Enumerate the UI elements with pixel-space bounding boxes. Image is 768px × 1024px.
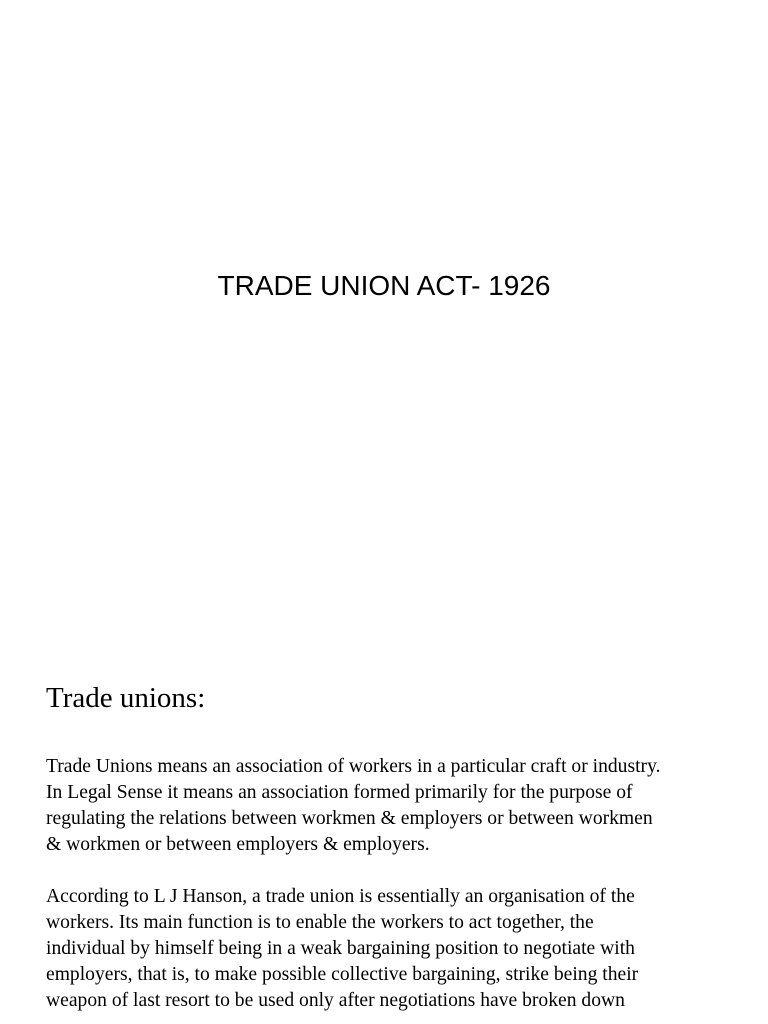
document-title: TRADE UNION ACT- 1926 [217,270,551,301]
paragraph-line: Trade Unions means an association of workers in a particular craft or industry. [46,756,661,777]
paragraph-line: employers, that is, to make possible collective bargaining, strike being their [46,964,639,985]
paragraph-line: workers. Its main function is to enable the workers to act together, the [46,912,594,933]
section-heading: Trade unions: [46,682,206,714]
paragraph-line: weapon of last resort to be used only after negotiations have broken down [46,990,625,1011]
paragraph-line: & workmen or between employers & employers. [46,834,430,855]
paragraph-line: In Legal Sense it means an association formed primarily for the purpose of [46,782,633,803]
paragraph-line: According to L J Hanson, a trade union is essentially an organisation of the [46,886,635,907]
paragraph-line: regulating the relations between workmen & employers or between workmen [46,808,653,829]
trade-unions-section [46,680,736,1014]
paragraph-line: individual by himself being in a weak bargaining position to negotiate with [46,938,635,959]
paragraph-definition [46,754,736,858]
paragraph-hanson-quote [46,884,736,1014]
